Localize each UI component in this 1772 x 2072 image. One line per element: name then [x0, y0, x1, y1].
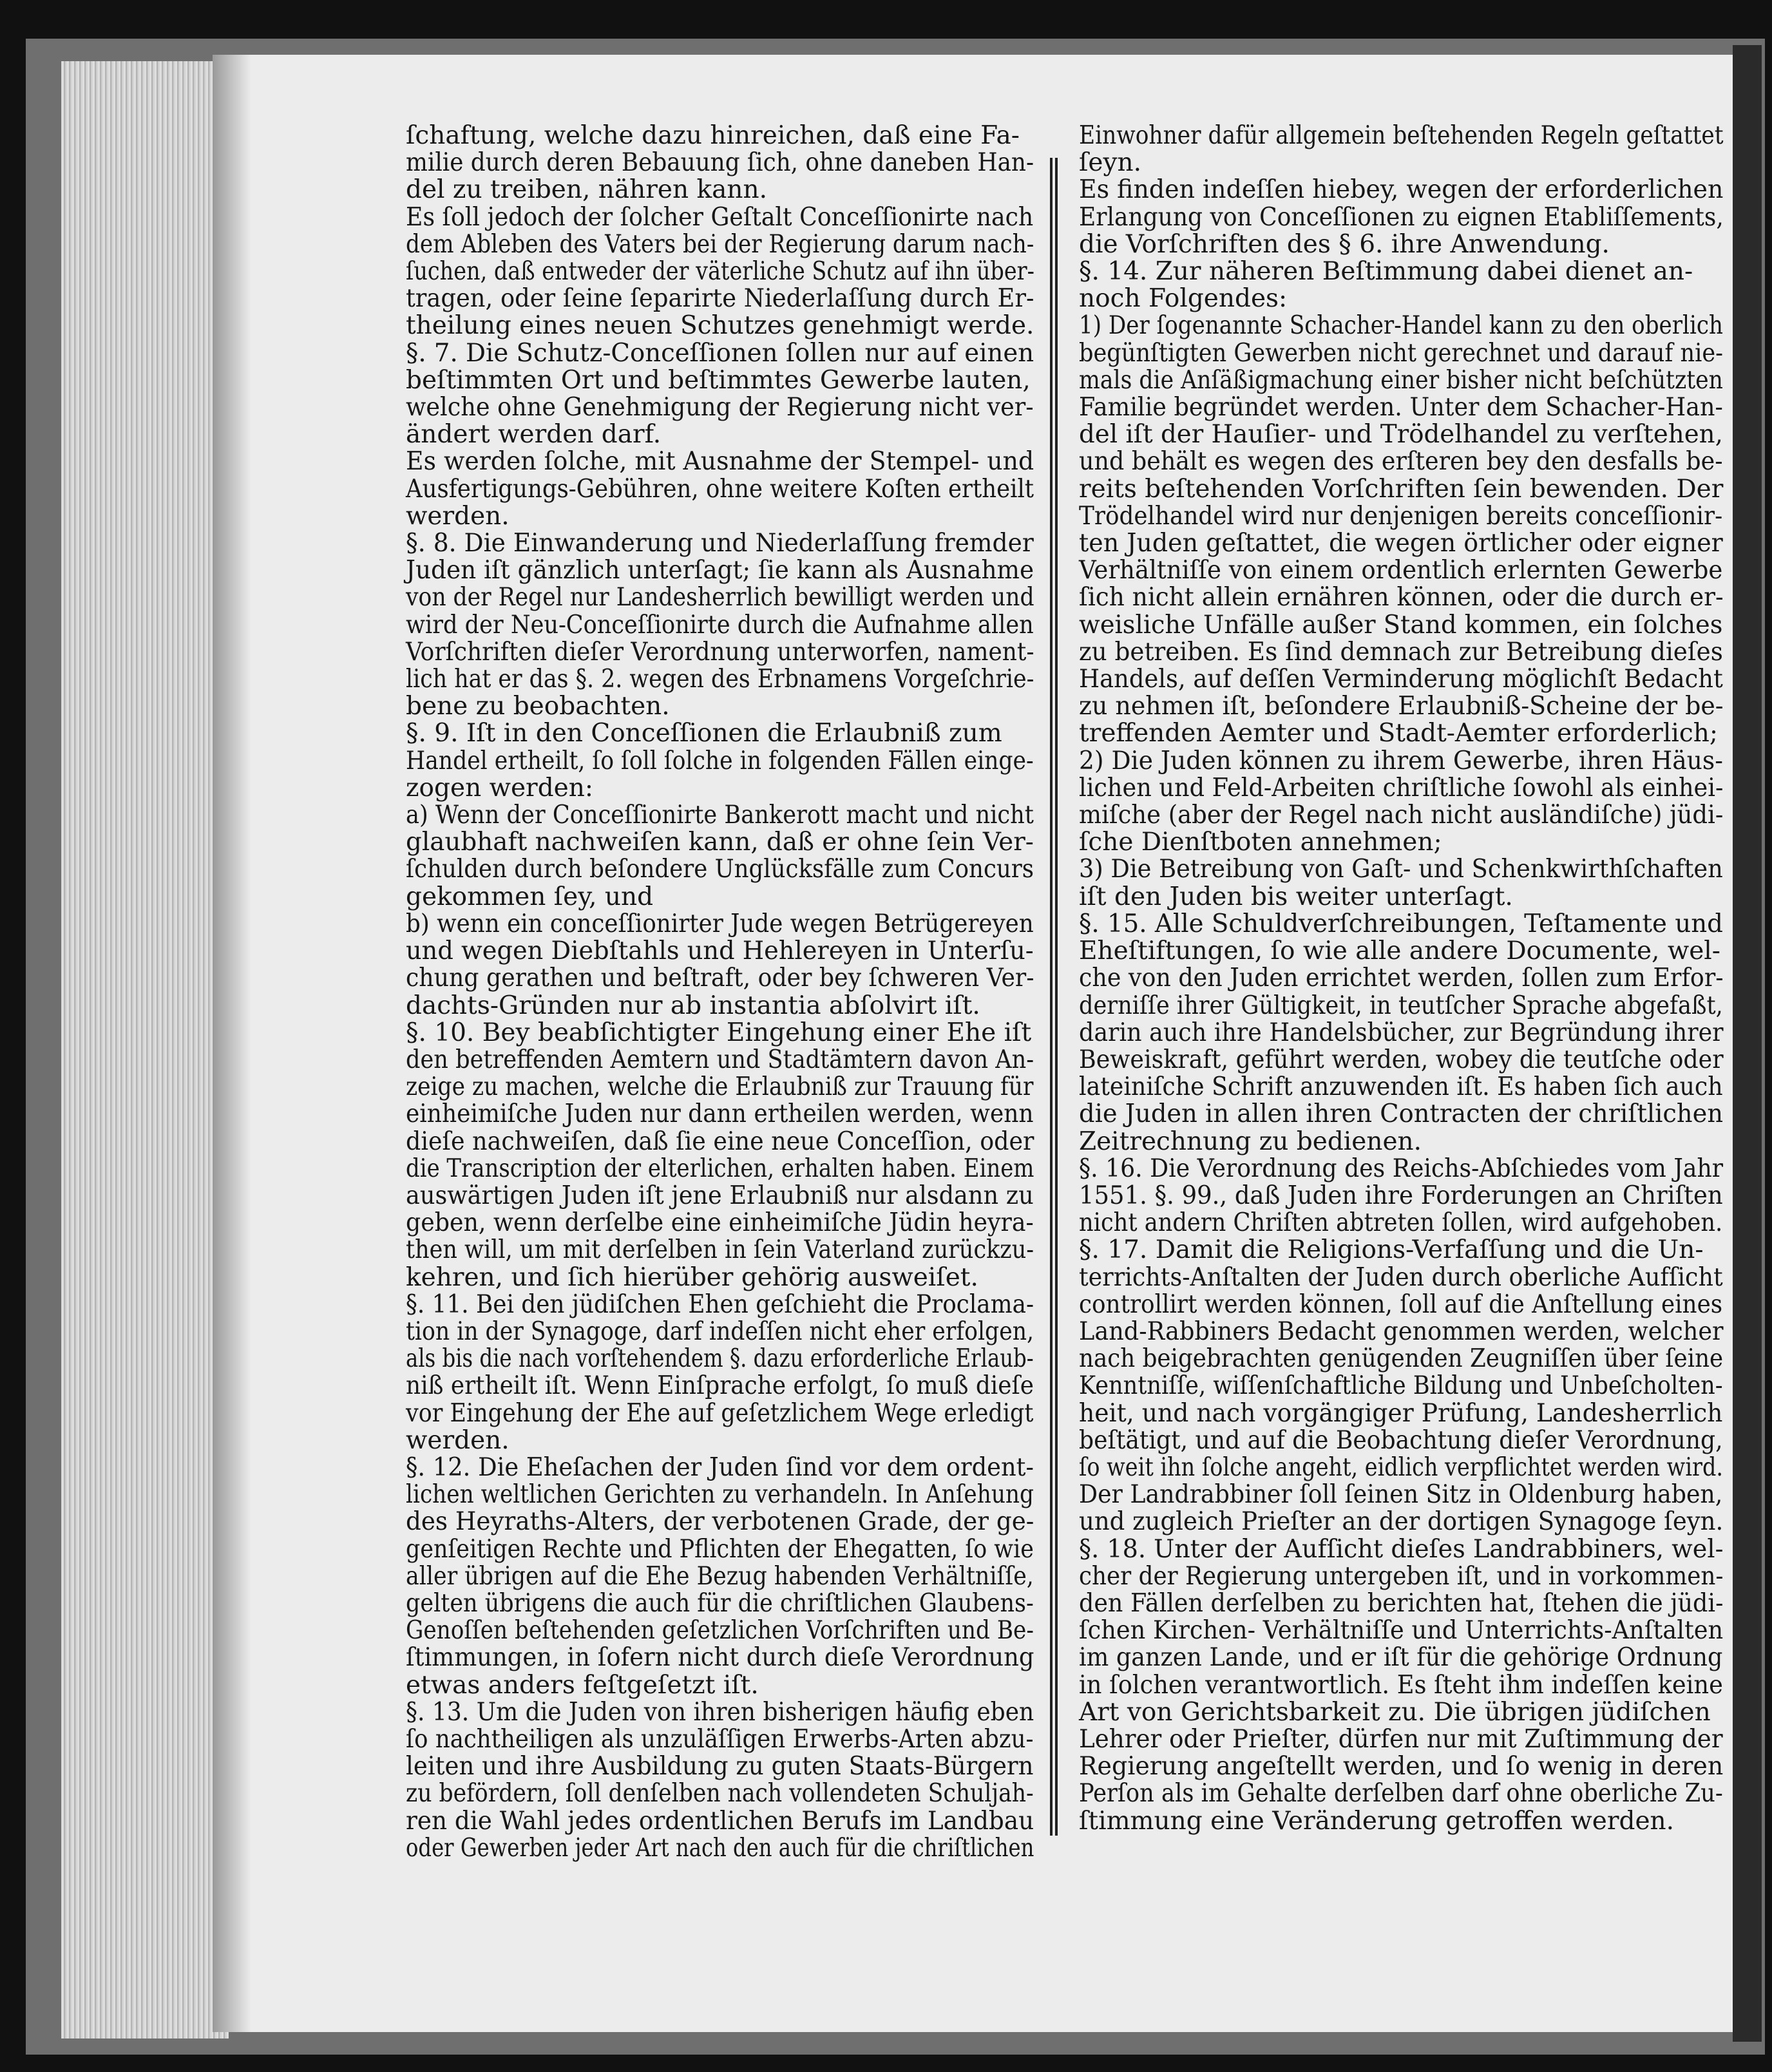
text-line: lichen und Feld-Arbeiten chriſtliche ſowohl als einhei- [1079, 773, 1724, 803]
text-line: Kenntniſſe, wiſſenſchaftliche Bildung und Unbeſcholten- [1079, 1371, 1723, 1401]
text-line: §. 11. Bei den jüdiſchen Ehen geſchieht die Proclama- [406, 1289, 1034, 1319]
text-line: zu nehmen iſt, beſondere Erlaubniß-Scheine der be- [1079, 692, 1724, 721]
text-line: zu befördern, ſoll denſelben nach vollendeten Schuljah- [406, 1779, 1034, 1809]
text-line: del zu treiben, nähren kann. [406, 175, 768, 205]
text-line: zogen werden: [406, 773, 593, 803]
text-line: ren die Wahl jedes ordentlichen Berufs im Landbau [406, 1806, 1034, 1836]
text-line: del iſt der Hauſier- und Trödelhandel zu verſtehen, [1079, 420, 1723, 450]
text-line: Handels, auf deſſen Verminderung möglichſt Bedacht [1079, 665, 1723, 694]
text-line: tion in der Synagoge, darf indeſſen nicht eher erfolgen, [406, 1316, 1034, 1346]
text-line: §. 10. Bey beabſichtigter Eingehung einer Ehe iſt [406, 1018, 1032, 1047]
text-line: ſo nachtheiligen als unzuläſſigen Erwerbs-Arten abzu- [406, 1724, 1034, 1754]
text-line: Art von Gerichtsbarkeit zu. Die übrigen jüdiſchen [1079, 1697, 1711, 1727]
text-line: §. 9. Iſt in den Conceſſionen die Erlaubniß zum [406, 719, 1002, 748]
text-line: miſche (aber der Regel nach nicht ausländiſche) jüdi- [1079, 801, 1724, 830]
text-line: dieſe nachweiſen, daß ſie eine neue Conceſſion, oder [406, 1126, 1034, 1156]
text-line: 1) Der ſogenannte Schacher-Handel kann zu den oberlich [1079, 311, 1723, 341]
text-line: aller übrigen auf die Ehe Bezug habenden Verhältniſſe, [406, 1561, 1034, 1591]
text-line: ſtimmungen, in ſofern nicht durch dieſe Verordnung [406, 1643, 1034, 1673]
text-line: ſich nicht allein ernähren können, oder die durch er- [1079, 583, 1724, 613]
text-line: Zeitrechnung zu bedienen. [1079, 1126, 1422, 1156]
text-line: Juden iſt gänzlich unterſagt; ſie kann als Ausnahme [406, 556, 1034, 585]
text-line: werden. [406, 1425, 510, 1455]
text-line: mals die Anſäßigmachung einer bisher nicht beſchützten [1079, 365, 1723, 395]
text-line: Trödelhandel wird nur denjenigen bereits conceſſionir- [1079, 501, 1723, 531]
text-line: §. 12. Die Eheſachen der Juden ſind vor dem ordent- [406, 1452, 1034, 1482]
text-line: theilung eines neuen Schutzes genehmigt werde. [406, 311, 1034, 341]
text-line: Erlangung von Conceſſionen zu eignen Etabliſſements, [1079, 202, 1724, 232]
text-line: 3) Die Betreibung von Gaſt- und Schenkwirthſchaften [1079, 855, 1723, 884]
text-line: glaubhaft nachweiſen kann, daß er ohne ſein Ver- [406, 828, 1034, 857]
text-line: then will, um mit derſelben in ſein Vaterland zurückzu- [406, 1235, 1034, 1265]
text-line: gelten übrigens die auch für die chriſtlichen Glaubens- [406, 1588, 1034, 1618]
right-text-column [1079, 122, 1723, 1835]
text-line: 1551. §. 99., daß Juden ihre Forderungen an Chriſten [1079, 1181, 1723, 1210]
text-line: lichen weltlichen Gerichten zu verhandeln. In Anſehung [406, 1480, 1034, 1510]
text-line: tragen, oder ſeine ſeparirte Niederlaſſung durch Er- [406, 284, 1034, 314]
text-line: milie durch deren Bebauung ſich, ohne daneben Han- [406, 148, 1034, 178]
text-line: beſtimmten Ort und beſtimmtes Gewerbe lauten, [406, 365, 1031, 395]
text-line: Es werden ſolche, mit Ausnahme der Stempel- und [406, 447, 1034, 477]
text-line: Genoſſen beſtehenden geſetzlichen Vorſchriften und Be- [406, 1616, 1034, 1646]
text-line: §. 8. Die Einwanderung und Niederlaſſung fremder [406, 529, 1034, 558]
text-line: ſeyn. [1079, 148, 1142, 178]
text-line: welche ohne Genehmigung der Regierung nicht ver- [406, 393, 1034, 423]
text-line: Handel ertheilt, ſo ſoll ſolche in folgenden Fällen einge- [406, 746, 1034, 775]
text-line: zeige zu machen, welche die Erlaubniß zur Trauung für [406, 1072, 1034, 1102]
text-line: ſtimmung eine Veränderung getroffen werden. [1079, 1806, 1675, 1836]
text-line: als bis die nach vorſtehendem §. dazu erforderliche Erlaub- [406, 1344, 1034, 1374]
text-line: §. 7. Die Schutz-Conceſſionen ſollen nur auf einen [406, 338, 1034, 368]
text-line: lich hat er das §. 2. wegen des Erbnamens Vorgeſchrie- [406, 665, 1034, 694]
text-line: ſchen Kirchen- Verhältniſſe und Unterrichts-Anſtalten [1079, 1616, 1724, 1646]
column-divider-rule [1050, 158, 1058, 1836]
text-line: Vorſchriften dieſer Verordnung unterworfen, nament- [406, 637, 1034, 667]
text-line: ſuchen, daß entweder der väterliche Schutz auf ihn über- [406, 257, 1034, 287]
text-line: begünſtigten Gewerben nicht gerechnet und darauf nie- [1079, 338, 1723, 368]
text-line: cher der Regierung untergeben iſt, und in vorkommen- [1079, 1561, 1724, 1591]
text-line: des Heyraths-Alters, der verbotenen Grade, der ge- [406, 1507, 1034, 1537]
text-line: ſchulden durch beſondere Unglücksfälle zum Concurs [406, 855, 1034, 884]
text-line: im ganzen Lande, und er iſt für die gehörige Ordnung [1079, 1643, 1723, 1673]
text-line: leiten und ihre Ausbildung zu guten Staats-Bürgern [406, 1752, 1034, 1782]
text-line: ſche Dienſtboten annehmen; [1079, 828, 1442, 857]
text-line: noch Folgendes: [1079, 284, 1288, 314]
text-line: dem Ableben des Vaters bei der Regierung darum nach- [406, 229, 1034, 259]
text-line: §. 15. Alle Schuldverſchreibungen, Teſtamente und [1079, 909, 1723, 938]
text-line: die Transcription der elterlichen, erhalten haben. Einem [406, 1154, 1034, 1183]
text-line: reits beſtehenden Vorſchriften ſein bewenden. Der [1079, 474, 1724, 504]
page-edge-right [1733, 45, 1762, 2042]
text-line: werden. [406, 501, 510, 531]
text-line: vor Eingehung der Ehe auf geſetzlichem Wege erledigt [406, 1398, 1034, 1428]
text-line: darin auch ihre Handelsbücher, zur Begründung ihrer [1079, 1018, 1724, 1047]
text-line: nicht andern Chriſten abtreten ſollen, wird aufgehoben. [1079, 1208, 1723, 1238]
text-line: Verhältniſſe von einem ordentlich erlernten Gewerbe [1079, 556, 1723, 585]
gutter-shadow [213, 55, 251, 2032]
text-line: ten Juden geſtattet, die wegen örtlicher oder eigner [1079, 529, 1723, 558]
text-line: lateiniſche Schrift anzuwenden iſt. Es haben ſich auch [1079, 1072, 1723, 1102]
text-line: oder Gewerben jeder Art nach den auch für die chriſtlichen [406, 1833, 1034, 1863]
text-line: und zugleich Prieſter an der dortigen Synagoge ſeyn. [1079, 1507, 1724, 1537]
text-line: die Vorſchriften des § 6. ihre Anwendung. [1079, 229, 1610, 259]
text-line: iſt den Juden bis weiter unterſagt. [1079, 882, 1513, 911]
text-line: Familie begründet werden. Unter dem Schacher-Han- [1079, 393, 1723, 423]
left-text-column [406, 122, 1034, 1862]
text-line: Ausfertigungs-Gebühren, ohne weitere Koſten ertheilt [406, 474, 1034, 504]
text-line: terrichts-Anſtalten der Juden durch oberliche Aufſicht [1079, 1262, 1723, 1292]
text-line: Es finden indeſſen hiebey, wegen der erforderlichen [1079, 175, 1724, 205]
text-line: den Fällen derſelben zu berichten hat, ſtehen die jüdi- [1079, 1588, 1724, 1618]
text-line: Lehrer oder Prieſter, dürfen nur mit Zuſtimmung der [1079, 1724, 1723, 1754]
text-line: a) Wenn der Conceſſionirte Bankerott macht und nicht [406, 801, 1034, 830]
text-line: niß ertheilt iſt. Wenn Einſprache erfolgt, ſo muß dieſe [406, 1371, 1034, 1401]
text-line: den betreffenden Aemtern und Stadtämtern davon An- [406, 1045, 1034, 1074]
text-line: ändert werden darf. [406, 420, 662, 450]
text-line: weisliche Unfälle außer Stand kommen, ein ſolches [1079, 610, 1723, 640]
text-line: kehren, und ſich hierüber gehörig ausweiſet. [406, 1262, 978, 1292]
text-line: bene zu beobachten. [406, 692, 670, 721]
text-line: treffenden Aemter und Stadt-Aemter erforderlich; [1079, 719, 1718, 748]
text-line: Einwohner dafür allgemein beſtehenden Regeln geſtattet [1079, 121, 1724, 150]
text-line: geben, wenn derſelbe eine einheimiſche Jüdin heyra- [406, 1208, 1034, 1238]
text-line: controllirt werden können, ſoll auf die Anſtellung eines [1079, 1289, 1723, 1319]
text-line: Perſon als im Gehalte derſelben darf ohne oberliche Zu- [1079, 1779, 1723, 1809]
text-line: in ſolchen verantwortlich. Es ſteht ihm indeſſen keine [1079, 1670, 1723, 1700]
text-line: beſtätigt, und auf die Beobachtung dieſer Verordnung, [1079, 1425, 1723, 1455]
text-line: wird der Neu-Conceſſionirte durch die Aufnahme allen [406, 610, 1034, 640]
text-line: ſo weit ihn ſolche angeht, eidlich verpflichtet werden wird. [1079, 1452, 1724, 1482]
text-line: §. 17. Damit die Religions-Verfaſſung und die Un- [1079, 1235, 1704, 1265]
text-line: von der Regel nur Landesherrlich bewilligt werden und [406, 583, 1034, 613]
text-line: derniſſe ihrer Gültigkeit, in teutſcher Sprache abgefaßt, [1079, 991, 1723, 1020]
text-line: b) wenn ein conceſſionirter Jude wegen Betrügereyen [406, 909, 1034, 938]
text-line: chung gerathen und beſtraft, oder bey ſchweren Ver- [406, 964, 1034, 993]
text-line: die Juden in allen ihren Contracten der chriſtlichen [1079, 1099, 1724, 1129]
text-line: Land-Rabbiners Bedacht genommen werden, welcher [1079, 1316, 1724, 1346]
text-line: Regierung angeſtellt werden, und ſo wenig in deren [1079, 1752, 1724, 1782]
text-line: zu betreiben. Es ſind demnach zur Betreibung dieſes [1079, 637, 1723, 667]
text-line: Eheſtiftungen, ſo wie alle andere Documente, wel- [1079, 936, 1720, 966]
text-line: Es ſoll jedoch der ſolcher Geſtalt Conceſſionirte nach [406, 202, 1034, 232]
text-line: Beweiskraft, geführt werden, wobey die teutſche oder [1079, 1045, 1724, 1074]
text-line: und wegen Diebſtahls und Hehlereyen in Unterſu- [406, 936, 1034, 966]
text-line: 2) Die Juden können zu ihrem Gewerbe, ihren Häus- [1079, 746, 1723, 775]
text-line: gekommen ſey, und [406, 882, 654, 911]
text-line: §. 18. Unter der Aufſicht dieſes Landrabbiners, wel- [1079, 1534, 1724, 1564]
text-line: genſeitigen Rechte und Pflichten der Ehegatten, ſo wie [406, 1534, 1034, 1564]
text-line: einheimiſche Juden nur dann ertheilen werden, wenn [406, 1099, 1034, 1129]
text-line: auswärtigen Juden iſt jene Erlaubniß nur alsdann zu [406, 1181, 1034, 1210]
text-line: §. 16. Die Verordnung des Reichs-Abſchiedes vom Jahr [1079, 1154, 1724, 1183]
text-line: etwas anders feſtgeſetzt iſt. [406, 1670, 759, 1700]
page-edges [61, 61, 229, 2039]
text-line: ſchaftung, welche dazu hinreichen, daß eine Fa- [406, 121, 1020, 150]
text-line: heit, und nach vorgängiger Prüfung, Landesherrlich [1079, 1398, 1723, 1428]
text-line: §. 14. Zur näheren Beſtimmung dabei dienet an- [1079, 257, 1693, 287]
text-line: nach beigebrachten genügenden Zeugniſſen über ſeine [1079, 1344, 1724, 1374]
text-line: Der Landrabbiner ſoll ſeinen Sitz in Oldenburg haben, [1079, 1480, 1723, 1510]
text-line: dachts-Gründen nur ab instantia abſolvirt iſt. [406, 991, 980, 1020]
text-line: §. 13. Um die Juden von ihren bisherigen häufig eben [406, 1697, 1034, 1727]
text-line: che von den Juden errichtet werden, ſollen zum Erfor- [1079, 964, 1724, 993]
text-line: und behält es wegen des erſteren bey den desfalls be- [1079, 447, 1723, 477]
